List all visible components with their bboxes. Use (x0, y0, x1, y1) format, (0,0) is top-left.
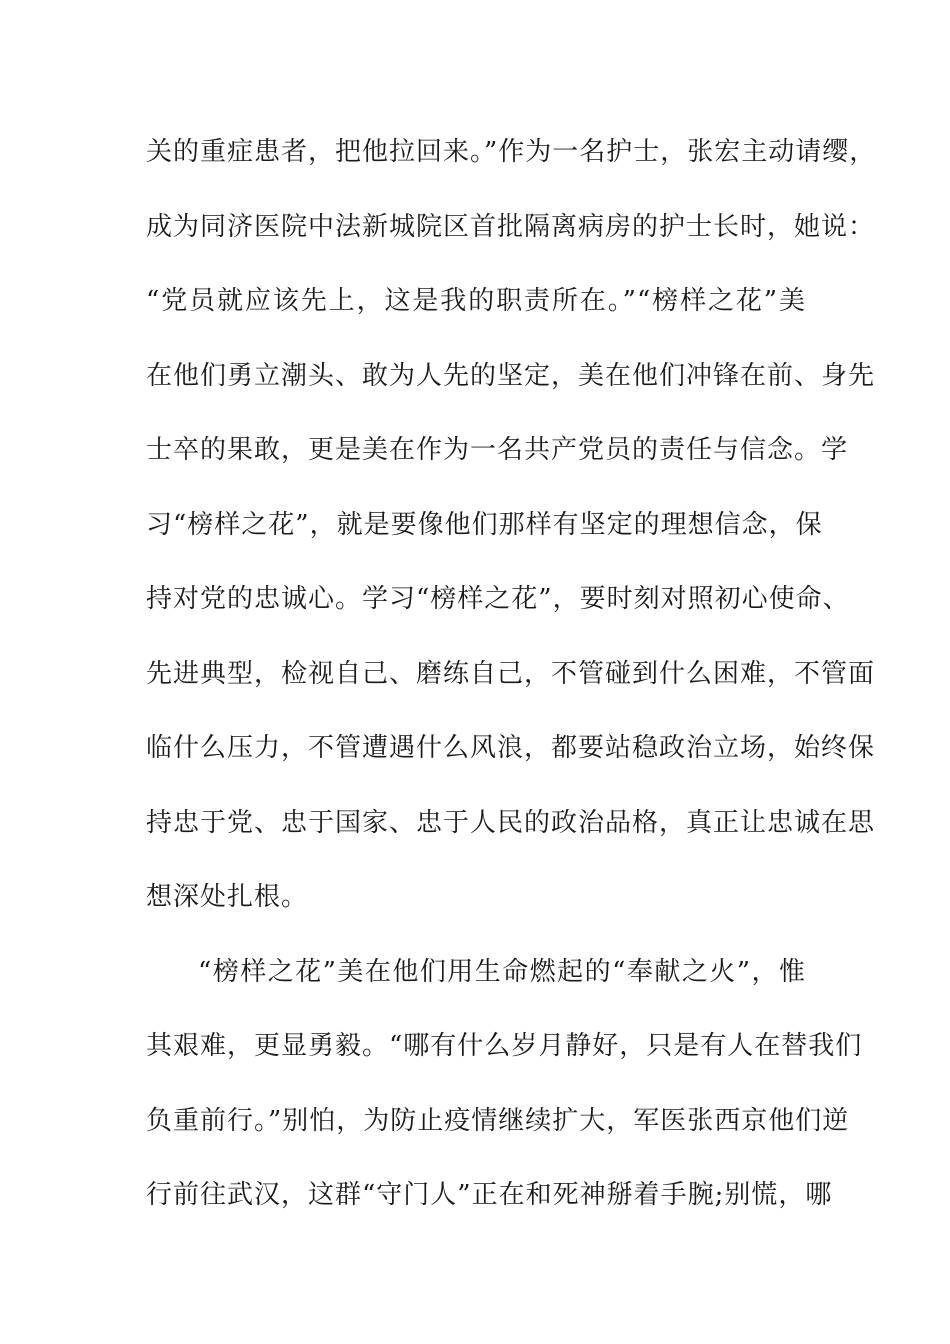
paragraph-line: 其艰难，更显勇毅。“哪有什么岁月静好，只是有人在替我们 (146, 1031, 863, 1061)
paragraph-line: 临什么压力，不管遭遇什么风浪，都要站稳政治立场，始终保 (146, 733, 876, 763)
paragraph-line: 在他们勇立潮头、敢为人先的坚定，美在他们冲锋在前、身先 (146, 361, 876, 391)
paragraph-line: 习“榜样之花”，就是要像他们那样有坚定的理想信念，保 (146, 510, 823, 540)
paragraph-line: 行前往武汉，这群“守门人”正在和死神掰着手腕;别慌，哪 (146, 1180, 833, 1210)
paragraph-line: 士卒的果敢，更是美在作为一名共产党员的责任与信念。学 (146, 435, 849, 465)
paragraph-line: “榜样之花”美在他们用生命燃起的“奉献之火”，惟 (198, 957, 806, 987)
paragraph-line: 关的重症患者，把他拉回来。”作为一名护士，张宏主动请缨， (146, 137, 877, 167)
paragraph-line: “党员就应该先上，这是我的职责所在。”“榜样之花”美 (146, 286, 806, 316)
paragraph-line: 持忠于党、忠于国家、忠于人民的政治品格，真正让忠诚在思 (146, 808, 876, 838)
paragraph-line: 成为同济医院中法新城院区首批隔离病房的护士长时，她说： (146, 212, 876, 242)
paragraph-line: 想深处扎根。 (146, 882, 309, 912)
paragraph-line: 先进典型，检视自己、磨练自己，不管碰到什么困难，不管面 (146, 659, 876, 689)
paragraph-line: 负重前行。”别怕，为防止疫情继续扩大，军医张西京他们逆 (146, 1106, 850, 1136)
paragraph-line: 持对党的忠诚心。学习“榜样之花”，要时刻对照初心使命、 (146, 584, 850, 614)
